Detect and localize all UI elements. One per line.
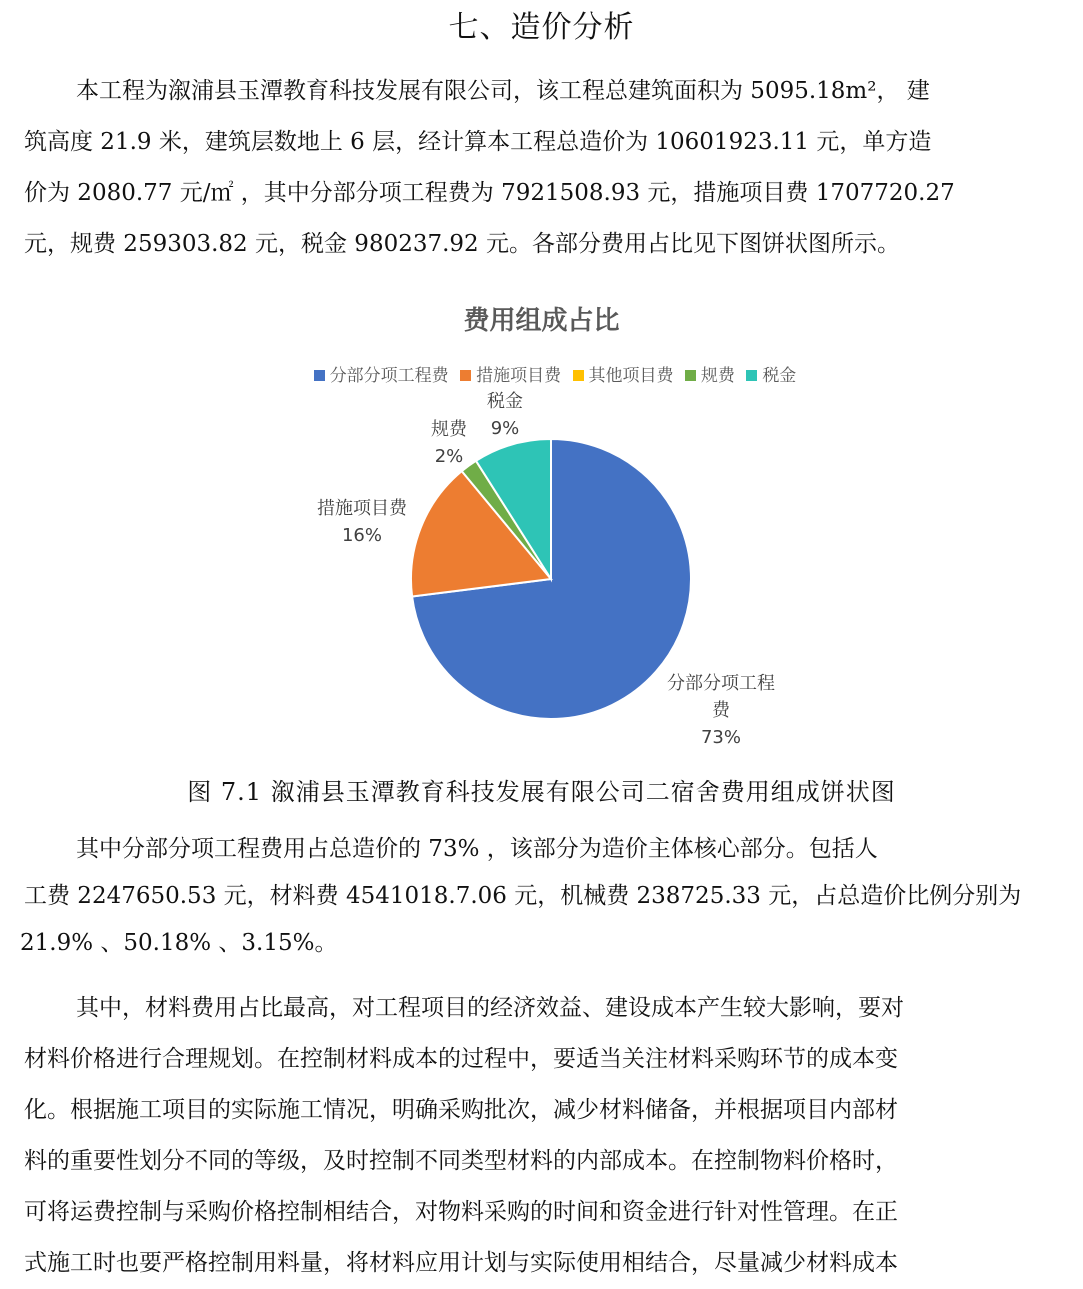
text-line: 料的重要性划分不同的等级，及时控制不同类型材料的内部成本。在控制物料价格时， xyxy=(24,1148,898,1174)
slice-label-shuijin xyxy=(487,391,523,439)
slice-label-fenbu xyxy=(667,673,775,748)
text-line: 21.9% 、50.18% 、3.15%。 xyxy=(20,930,338,956)
slice-value-label: 9% xyxy=(490,418,520,439)
text-line: 其中，材料费用占比最高，对工程项目的经济效益、建设成本产生较大影响，要对 xyxy=(76,995,904,1021)
slice-name-label: 费 xyxy=(712,700,730,721)
analysis-paragraph xyxy=(20,826,1054,967)
slice-name-label: 措施项目费 xyxy=(317,498,407,519)
slice-name-label: 规费 xyxy=(431,419,467,440)
slice-value-label: 16% xyxy=(341,525,383,546)
slice-label-guifei xyxy=(431,419,468,467)
slice-name-label: 税金 xyxy=(487,391,523,412)
text-line: 本工程为溆浦县玉潭教育科技发展有限公司，该工程总建筑面积为 5095.18m²， 建 xyxy=(76,78,930,104)
figure-caption: 图 7.1 溆浦县玉潭教育科技发展有限公司二宿舍费用组成饼状图 xyxy=(187,778,896,806)
text-line: 可将运费控制与采购价格控制相结合，对物料采购的时间和资金进行针对性管理。在正 xyxy=(24,1199,898,1225)
slice-value-label: 73% xyxy=(700,727,742,748)
slice-value-label: 2% xyxy=(434,446,464,467)
text-line: 式施工时也要严格控制用料量，将材料应用计划与实际使用相结合，尽量减少材料成本 xyxy=(24,1250,898,1276)
closing-paragraph xyxy=(24,983,1054,1289)
legend-label: 其他项目费 xyxy=(588,366,674,386)
text-line: 工费 2247650.53 元，材料费 4541018.7.06 元，机械费 238725.33 元，占总造价比例分别为 xyxy=(24,883,1022,909)
text-line: 元，规费 259303.82 元，税金 980237.92 元。各部分费用占比见下图饼状图所示。 xyxy=(24,231,900,257)
legend-label: 税金 xyxy=(762,366,797,386)
chart-title: 费用组成占比 xyxy=(463,306,620,336)
text-line: 其中分部分项工程费用占总造价的 73% ，该部分为造价主体核心部分。包括人 xyxy=(76,836,878,862)
slice-name-label: 分部分项工程 xyxy=(667,673,775,694)
text-line: 材料价格进行合理规划。在控制材料成本的过程中，要适当关注材料采购环节的成本变 xyxy=(24,1046,898,1072)
slice-label-cuoshi xyxy=(317,498,408,546)
legend-label: 措施项目费 xyxy=(476,366,562,386)
text-line: 筑高度 21.9 米，建筑层数地上 6 层，经计算本工程总造价为 10601923.11 元，单方造 xyxy=(24,129,932,155)
legend-label: 分部分项工程费 xyxy=(329,366,449,386)
text-line: 价为 2080.77 元/㎡ ，其中分部分项工程费为 7921508.93 元，措施项目费 1707720.27 xyxy=(24,180,955,206)
text-line: 化。根据施工项目的实际施工情况，明确采购批次，减少材料储备，并根据项目内部材 xyxy=(24,1097,898,1123)
legend-label: 规费 xyxy=(700,366,735,386)
section-title: 七、造价分析 xyxy=(448,10,635,45)
